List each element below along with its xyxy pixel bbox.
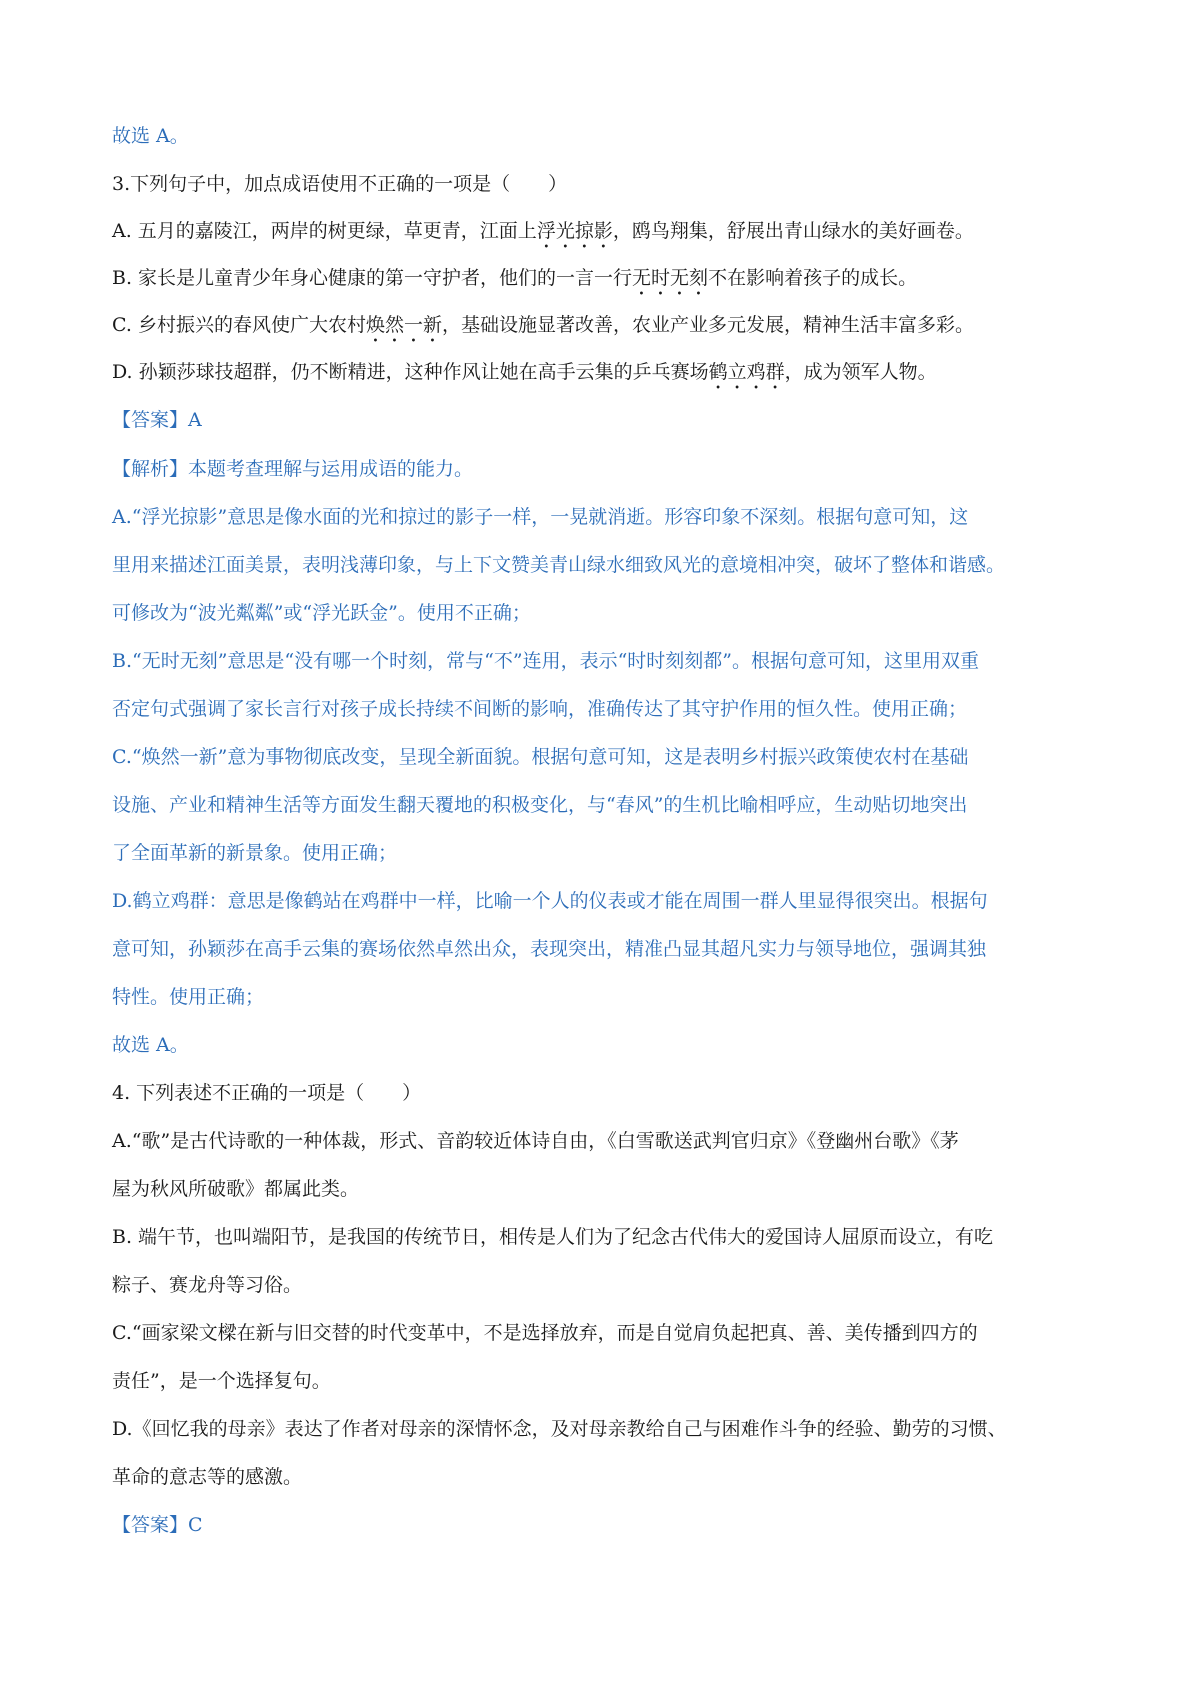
option-text: D. 孙颖莎球技超群，仍不断精进，这种作风让她在高手云集的乒乓赛场 [112,361,709,383]
dotted-idiom: 焕然一新 [365,314,442,336]
dotted-idiom: 浮光掠影 [536,220,613,242]
question-4-option-b: 粽子、赛龙舟等习俗。 [112,1274,303,1296]
option-text: 不在影响着孩子的成长。 [708,267,918,289]
question-3-option-a [112,217,1102,245]
question-3-analysis-title: 【解析】本题考查理解与运用成语的能力。 [112,458,474,480]
option-text: A. 五月的嘉陵江，两岸的树更绿，草更青，江面上 [112,220,537,242]
analysis-line: 里用来描述江面美景，表明浅薄印象，与上下文赞美青山绿水细致风光的意境相冲突，破坏了整体和谐感。 [112,554,1006,576]
question-4-option-a: 屋为秋风所破歌》都属此类。 [112,1178,360,1200]
question-4-answer: 【答案】C [112,1514,203,1536]
question-4-option-c: 责任”，是一个选择复句。 [112,1370,331,1392]
question-3-option-b [112,264,1102,292]
analysis-line: 可修改为“波光粼粼”或“浮光跃金”。使用不正确； [112,602,531,624]
analysis-line: 否定句式强调了家长言行对孩子成长持续不间断的影响，准确传达了其守护作用的恒久性。使用正确； [112,698,968,720]
option-text: ，成为领军人物。 [784,361,937,383]
question-3-answer: 【答案】A [112,409,202,431]
question-4-option-a: A.“歌”是古代诗歌的一种体裁，形式、音韵较近体诗自由，《白雪歌送武判官归京》《登幽州台歌》《茅 [112,1130,959,1152]
analysis-line: 了全面革新的新景象。使用正确； [112,842,398,864]
question-4-option-b: B. 端午节，也叫端阳节，是我国的传统节日，相传是人们为了纪念古代伟大的爱国诗人屈原而设立，有吃 [112,1226,994,1248]
analysis-line: 意可知，孙颖莎在高手云集的赛场依然卓然出众，表现突出，精准凸显其超凡实力与领导地位，强调其独 [112,938,987,960]
question-4-option-c: C.“画家梁文樑在新与旧交替的时代变革中，不是选择放弃，而是自觉肩负起把真、善、美传播到四方的 [112,1322,978,1344]
question-4-stem: 4. 下列表述不正确的一项是（ ） [112,1082,422,1104]
question-3-stem: 3.下列句子中，加点成语使用不正确的一项是（ ） [112,173,568,195]
option-text: ，鸥鸟翔集，舒展出青山绿水的美好画卷。 [612,220,974,242]
question-4-option-d: D.《回忆我的母亲》表达了作者对母亲的深情怀念，及对母亲教给自己与困难作斗争的经验、勤劳的习惯、 [112,1418,1007,1440]
analysis-line: 设施、产业和精神生活等方面发生翻天覆地的积极变化，与“春风”的生机比喻相呼应，生动贴切地突出 [112,794,968,816]
dotted-idiom: 鹤立鸡群 [708,361,785,383]
option-text: C. 乡村振兴的春风使广大农村 [112,314,366,336]
analysis-line: A.“浮光掠影”意思是像水面的光和掠过的影子一样，一晃就消逝。形容印象不深刻。根据句意可知，这 [112,506,969,528]
analysis-line: 特性。使用正确； [112,986,265,1008]
dotted-idiom: 无时无刻 [632,267,709,289]
question-3-option-d [112,358,1102,386]
option-text: ，基础设施显著改善，农业产业多元发展，精神生活丰富多彩。 [441,314,974,336]
option-text: B. 家长是儿童青少年身心健康的第一守护者，他们的一言一行 [112,267,633,289]
analysis-line: D.鹤立鸡群：意思是像鹤站在鸡群中一样，比喻一个人的仪表或才能在周围一群人里显得很突出。根据句 [112,890,988,912]
question-4-option-d: 革命的意志等的感激。 [112,1466,303,1488]
previous-conclusion: 故选 A。 [112,125,189,147]
question-3-conclusion: 故选 A。 [112,1034,189,1056]
analysis-line: C.“焕然一新”意为事物彻底改变，呈现全新面貌。根据句意可知，这是表明乡村振兴政策使农村在基础 [112,746,969,768]
question-3-option-c [112,311,1102,339]
analysis-line: B.“无时无刻”意思是“没有哪一个时刻，常与“不”连用，表示“时时刻刻都”。根据句意可知，这里用双重 [112,650,979,672]
